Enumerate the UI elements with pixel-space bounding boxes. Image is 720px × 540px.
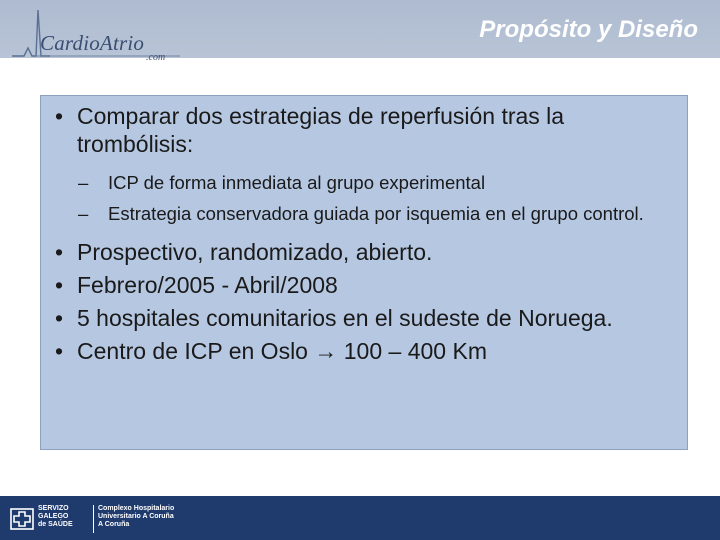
- sergas-line: SERVIZO: [38, 505, 69, 512]
- chuac-line: A Coruña: [98, 521, 130, 528]
- bullet-item: [55, 238, 680, 266]
- arrow-icon: →: [314, 338, 338, 364]
- sub-bullet-text: ICP de forma inmediata al grupo experimental: [108, 172, 486, 193]
- bullet-text: Febrero/2005 - Abril/2008: [77, 272, 338, 298]
- bullet-item: [55, 271, 680, 299]
- bullet-dot: •: [55, 103, 64, 129]
- sergas-line: de SAÚDE: [38, 521, 73, 528]
- logo-suffix: .com: [146, 52, 166, 63]
- sub-bullet-item: [78, 201, 680, 226]
- slide-title: Propósito y Diseño: [479, 16, 698, 43]
- sergas-logo-text: [38, 505, 88, 529]
- bullet-item: [55, 102, 680, 226]
- bullet-text: Comparar dos estrategias de reperfusión tras la trombólisis:: [77, 103, 565, 157]
- bullet-dot: •: [55, 239, 64, 265]
- sub-bullet-dash: –: [78, 172, 89, 193]
- chuac-line: Universitario A Coruña: [98, 513, 174, 520]
- chuac-line: Complexo Hospitalario: [98, 505, 175, 512]
- sub-bullet-text: Estrategia conservadora guiada por isquemia en el grupo control.: [108, 203, 644, 224]
- sub-bullet-dash: –: [78, 203, 89, 224]
- bullet-list: [55, 100, 680, 365]
- sergas-cross-icon: [10, 508, 34, 530]
- bullet-item: [55, 337, 680, 365]
- sub-bullet-item: [78, 170, 680, 195]
- bullet-text: Prospectivo, randomizado, abierto.: [77, 239, 433, 265]
- logo-text: CardioAtrio: [40, 31, 145, 55]
- cardioatrio-logo: [10, 8, 185, 63]
- bullet-text: 5 hospitales comunitarios en el sudeste de Noruega.: [77, 305, 613, 331]
- bullet-dot: •: [55, 272, 64, 298]
- content-box: [40, 95, 688, 450]
- footer-divider: [93, 505, 94, 533]
- chuac-logo-text: [98, 505, 188, 529]
- bullet-dot: •: [55, 338, 64, 364]
- sub-bullet-list: [77, 170, 680, 226]
- bullet-item: [55, 304, 680, 332]
- bullet-text: Centro de ICP en Oslo: [77, 338, 315, 364]
- sergas-line: GALEGO: [38, 513, 69, 520]
- bullet-dot: •: [55, 305, 64, 331]
- slide-header: [0, 0, 720, 63]
- bullet-text: 100 – 400 Km: [337, 338, 487, 364]
